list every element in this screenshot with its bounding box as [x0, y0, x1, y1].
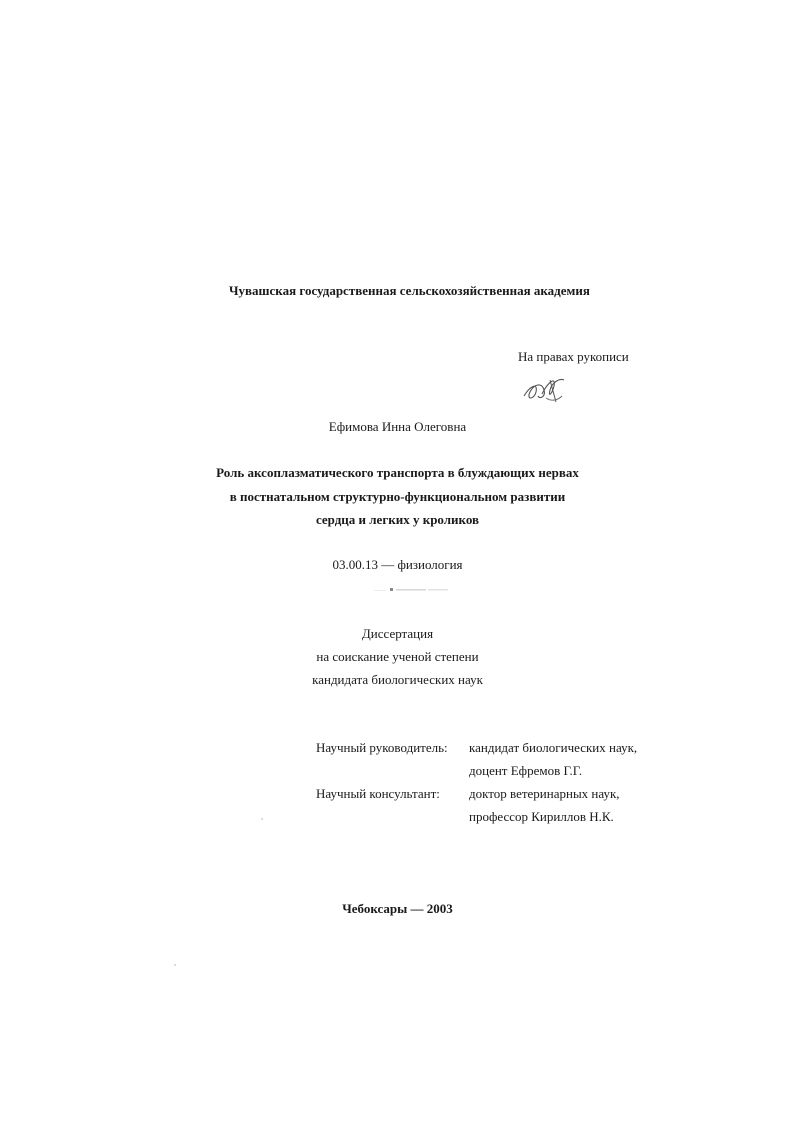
city-year: Чебоксары — 2003	[342, 901, 453, 916]
consultant-name: профессор Кириллов Н.К.	[469, 809, 614, 824]
institution-name: Чувашская государственная сельскохозяйственная академия	[229, 283, 590, 298]
degree-line-1: Диссертация	[361, 626, 434, 641]
handwritten-signature	[520, 372, 570, 406]
supervisor-label: Научный руководитель:	[316, 740, 448, 755]
degree-line-3: кандидата биологических наук	[312, 672, 483, 687]
specialty-code: 03.00.13 — физиология	[332, 557, 463, 572]
title-line-2: в постнатальном структурно-функциональном развитии	[229, 489, 566, 504]
title-line-3: сердца и легких у кроликов	[315, 512, 480, 527]
consultant-label: Научный консультант:	[316, 786, 440, 801]
scan-speck	[261, 818, 263, 820]
scan-speck	[174, 964, 176, 966]
supervisor-title: кандидат биологических наук,	[469, 740, 638, 755]
degree-line-2: на соискание ученой степени	[316, 649, 479, 664]
manuscript-note: На правах рукописи	[518, 349, 629, 364]
author-name: Ефимова Инна Олеговна	[328, 419, 467, 434]
consultant-title: доктор ветеринарных наук,	[469, 786, 620, 801]
faint-stamp-mark	[368, 586, 458, 594]
supervisor-name: доцент Ефремов Г.Г.	[469, 763, 583, 778]
title-line-1: Роль аксоплазматического транспорта в блуждающих нервах	[216, 465, 579, 480]
